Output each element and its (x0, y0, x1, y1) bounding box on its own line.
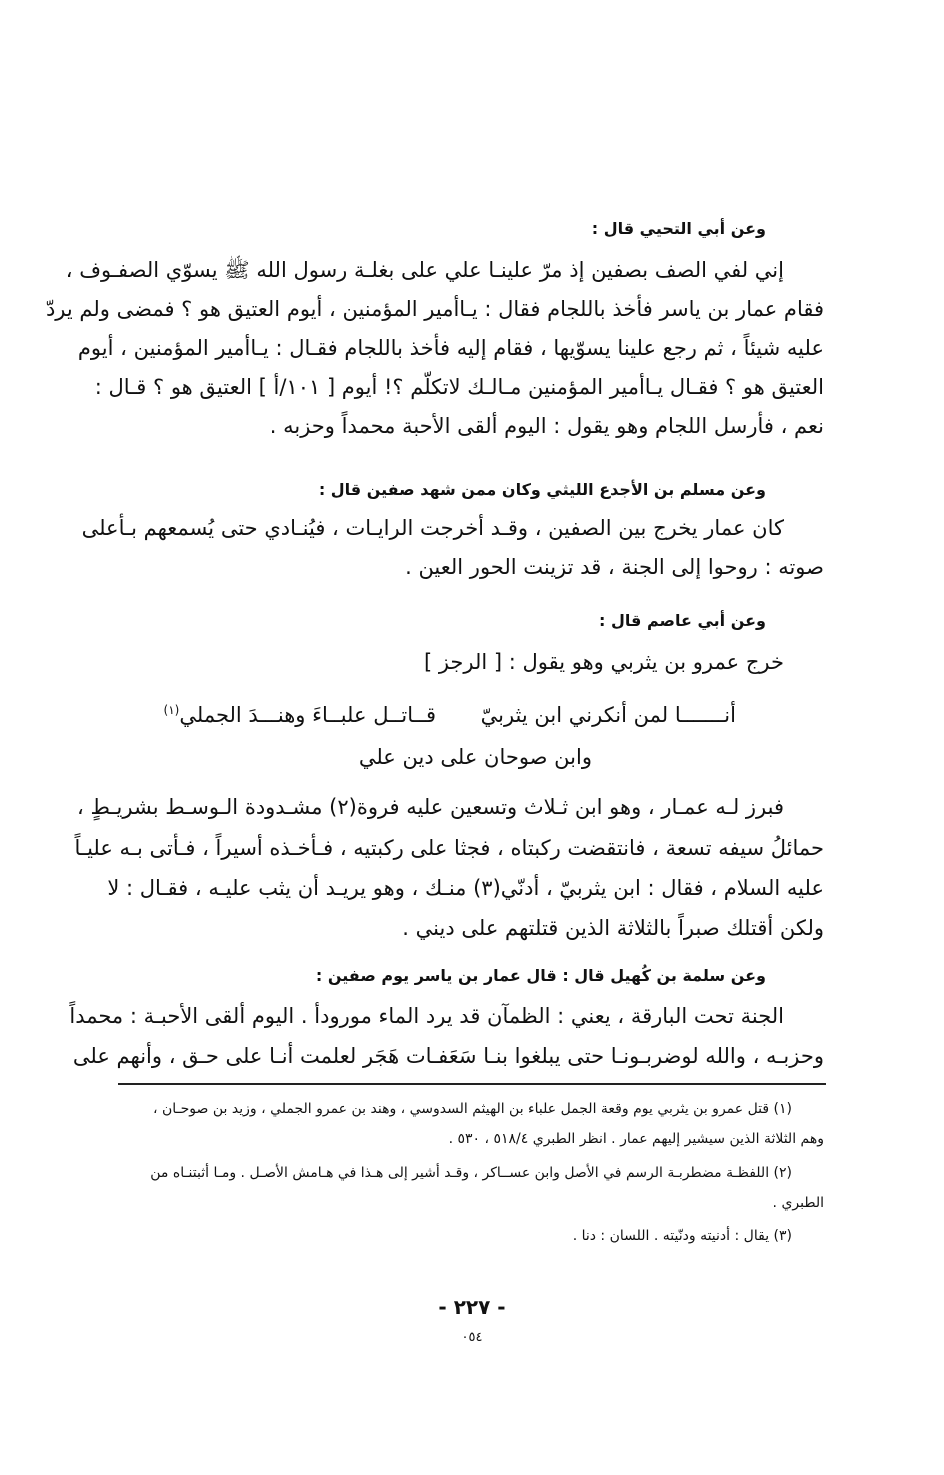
text-line: العتيق هو ؟ فقـال يـاأمير المؤمنين مـالـك لاتكلّم ؟! أيوم [ ١٠١/أ ] العتيق هو ؟ قـال : (94, 375, 824, 399)
text-line: صوته : روحوا إلى الجنة ، قد تزينت الحور العين . (405, 555, 824, 579)
verse-second-text: قــاتــل علبــاءَ وهنـــدَ الجملي (179, 703, 436, 727)
text-line: كان عمار يخرج بين الصفين ، وقـد أخرجت الرايـات ، فيُنـادي حتى يُسمعهم بـأعلى (81, 516, 784, 540)
footnote-ref: (١) (163, 703, 180, 717)
verse-first-hemistich: أنـــــــا لمن أنكرني ابن يثربيّ (480, 703, 736, 727)
text-line: حمائلُ سيفه تسعة ، فانتقضت ركبتاه ، فجثا على ركبتيه ، فـأخـذه أسيراً ، فـأتى بـه عليـاً (74, 836, 824, 860)
text-line: وحزبـه ، والله لوضربـونـا حتى يبلغوا بنـا سَعَفـات هَجَر لعلمت أنـا على حـق ، وأنهم على (72, 1044, 824, 1068)
section-heading: وعن أبي التحيي قال : (591, 219, 766, 238)
footnote-line: الطبري . (772, 1195, 824, 1211)
footnote-line: وهم الثلاثة الذين سيشير إليهم عمار . انظر الطبري ٥١٨/٤ ، ٥٣٠ . (448, 1131, 824, 1147)
footnote-line: (٢) اللفظـة مضطربـة الرسم في الأصل وابن عســاكر ، وقـد أشير إلى هـذا في هـامش الأصـل . ومـا أثبتنـاه من (150, 1165, 792, 1181)
text-line: عليه السلام ، فقال : ابن يثربيّ ، أدنّي(٣) منـك ، وهو يريـد أن يثب عليـه ، فقـال : لا (107, 876, 824, 900)
verse-last-line: وابن صوحان على دين علي (358, 745, 592, 769)
verse-second-hemistich (164, 703, 436, 727)
text-line: نعم ، فأرسل اللجام وهو يقول : اليوم ألقى الأحبة محمداً وحزبه . (269, 414, 824, 438)
section-heading: وعن أبي عاصم قال : (599, 611, 766, 630)
footnote-line: (١) قتل عمرو بن يثربي يوم وقعة الجمل علباء بن الهيثم السدوسي ، وهند بن عمرو الجملي ، وزيد بن صوحـان ، (153, 1101, 792, 1117)
bottom-mark: ٠٥٤ (461, 1330, 483, 1345)
page-number: - ٢٢٧ - (438, 1295, 506, 1319)
text-line: فقام عمار بن ياسر فأخذ باللجام فقال : يـاأمير المؤمنين ، أيوم العتيق هو ؟ فمضى ولم يردّ (45, 297, 824, 321)
section-heading: وعن سلمة بن كُهيل قال : قال عمار بن ياسر يوم صفين : (315, 966, 766, 985)
text-line: الجنة تحت البارقة ، يعني : الظمآن قد يرد الماء مورودأ . اليوم ألقى الأحبـة : محمداً (69, 1004, 784, 1028)
text-line: فبرز لـه عمـار ، وهو ابن ثـلاث وتسعين عليه فروة(٢) مشـدودة الـوسـط بشريـطٍ ، (77, 795, 784, 819)
text-line: ولكن أقتلك صبراً بالثلاثة الذين قتلتهم على ديني . (402, 916, 824, 940)
text-line: إني لفي الصف بصفين إذ مرّ علينـا علي على بغلـة رسول الله ﷺ يسوّي الصفـوف ، (65, 258, 784, 282)
text-line: عليه شيئاً ، ثم رجع علينا يسوّيها ، فقام إليه فأخذ باللجام فقـال : يـاأمير المؤمنين ، أيوم (77, 336, 824, 360)
section-heading: وعن مسلم بن الأجدع الليثي وكان ممن شهد صفين قال : (318, 480, 766, 499)
footnote-line: (٣) يقال : أدنيته ودنّيته . اللسان : دنا . (572, 1228, 792, 1244)
footnote-separator (118, 1083, 826, 1085)
text-line: خرج عمرو بن يثربي وهو يقول : [ الرجز ] (423, 650, 784, 674)
